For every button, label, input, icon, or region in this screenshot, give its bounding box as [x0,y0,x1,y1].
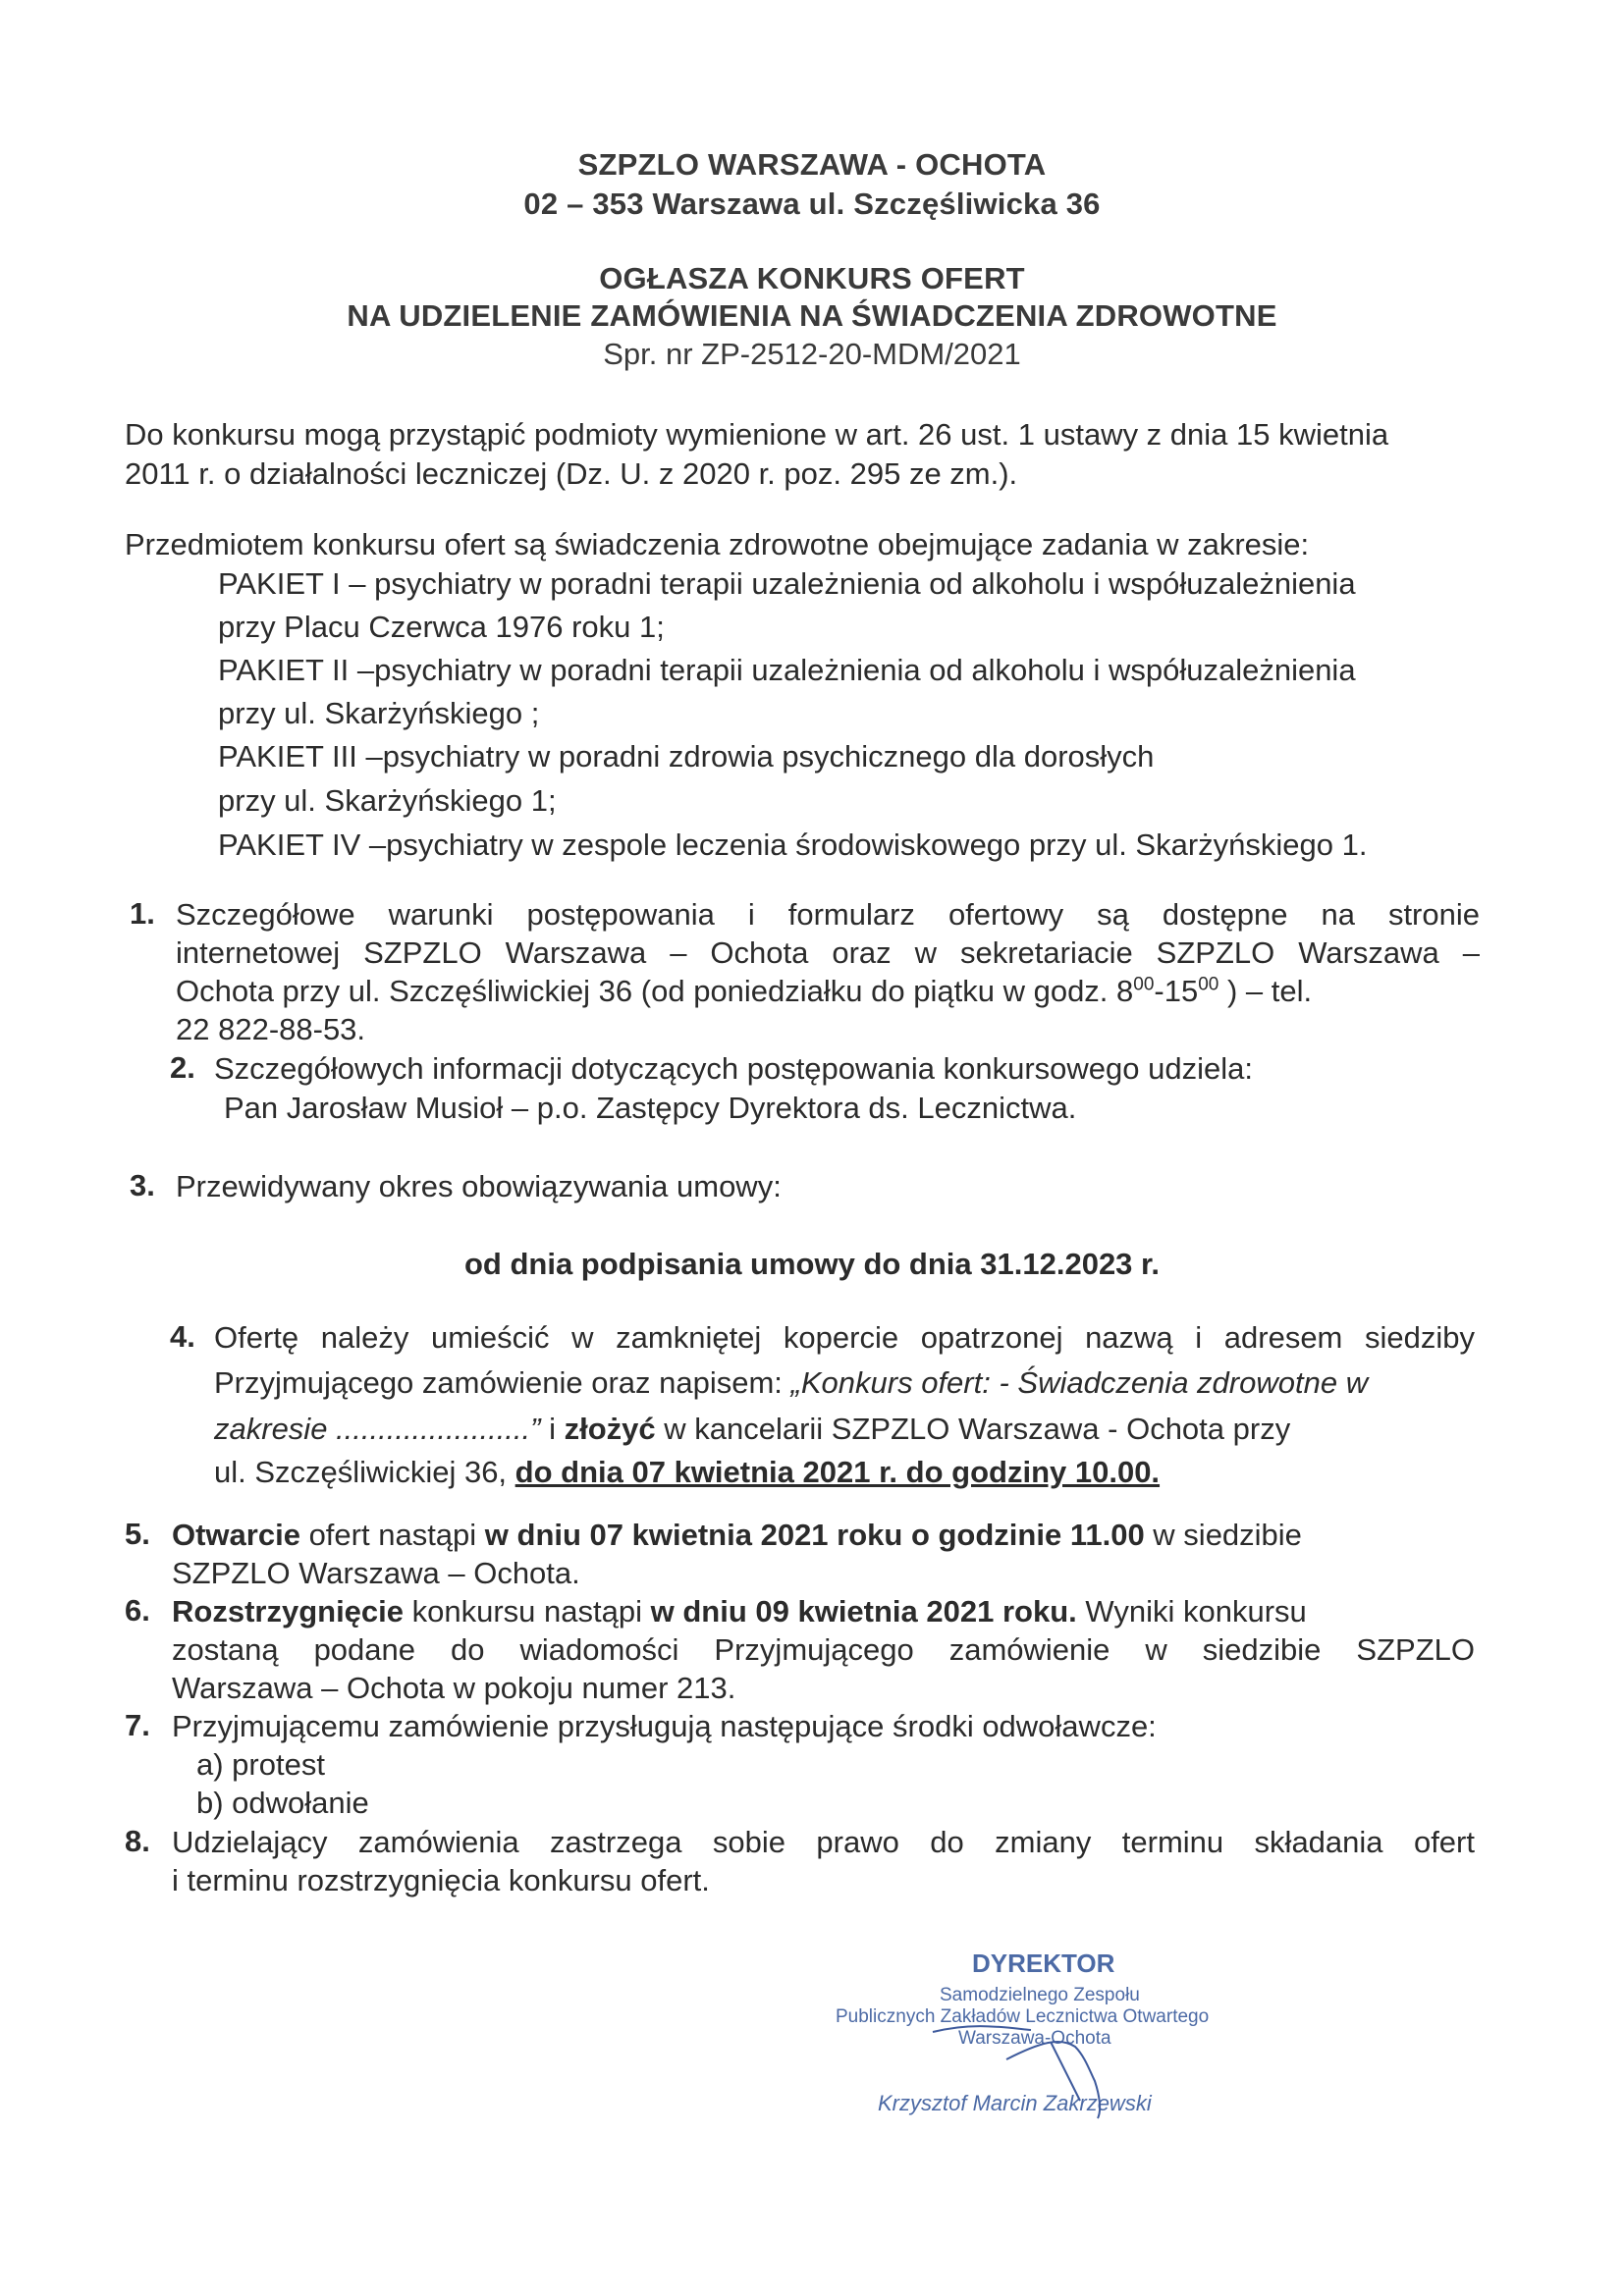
package-1-line: PAKIET I – psychiatry w poradni terapii uzależnienia od alkoholu i współuzależnienia [218,566,1356,601]
item-5-line-2: SZPZLO Warszawa – Ochota. [172,1556,580,1590]
item-6-line-3: Warszawa – Ochota w pokoju numer 213. [172,1671,736,1705]
stamp-name: Krzysztof Marcin Zakrzewski [878,2091,1152,2115]
item-4-number: 4. [170,1319,195,1354]
package-1-location: przy Placu Czerwca 1976 roku 1; [218,610,665,644]
item-6-line-1: Rozstrzygnięcie konkursu nastąpi w dniu 09 kwietnia 2021 roku. Wyniki konkursu [172,1594,1307,1629]
organization-name: SZPZLO WARSZAWA - OCHOTA [577,147,1047,182]
organization-address: 02 – 353 Warszawa ul. Szczęśliwicka 36 [523,187,1101,221]
stamp-line-2: Publicznych Zakładów Lecznictwa Otwartego [836,2006,1210,2027]
item-6-number: 6. [125,1593,150,1628]
intro-line-1: Do konkursu mogą przystąpić podmioty wymienione w art. 26 ust. 1 ustawy z dnia 15 kwietnia [125,417,1389,452]
item-3-number: 3. [130,1168,155,1202]
item-7-option-b: b) odwołanie [196,1786,369,1820]
package-3-location: przy ul. Skarżyńskiego 1; [218,783,557,818]
subject-intro: Przedmiotem konkursu ofert są świadczenia zdrowotne obejmujące zadania w zakresie: [125,527,1310,561]
item-8-number: 8. [125,1824,150,1858]
item-7-line-1: Przyjmującemu zamówienie przysługują następujące środki odwoławcze: [172,1709,1157,1743]
package-4-line: PAKIET IV –psychiatry w zespole leczenia środowiskowego przy ul. Skarżyńskiego 1. [218,828,1368,862]
contract-period: od dnia podpisania umowy do dnia 31.12.2023 r. [463,1247,1161,1281]
item-4-line-2: Przyjmującego zamówienie oraz napisem: „Konkurs ofert: - Świadczenia zdrowotne w [214,1365,1369,1400]
item-8-line-1: Udzielający zamówienia zastrzega sobie prawo do zmiany terminu składania ofert [172,1825,1475,1859]
item-3-line-1: Przewidywany okres obowiązywania umowy: [176,1169,782,1203]
package-2-location: przy ul. Skarżyńskiego ; [218,696,540,730]
item-5-line-1: Otwarcie ofert nastąpi w dniu 07 kwietnia 2021 roku o godzinie 11.00 w siedzibie [172,1518,1302,1552]
item-4-line-1: Ofertę należy umieścić w zamkniętej kopercie opatrzonej nazwą i adresem siedziby [214,1320,1475,1355]
item-1-line-3 [176,973,1480,1009]
handwritten-signature [913,2002,1208,2120]
announcement-subtitle: NA UDZIELENIE ZAMÓWIENIA NA ŚWIADCZENIA ZDROWOTNE [347,298,1277,333]
item-7-option-a: a) protest [196,1747,325,1782]
intro-line-2: 2011 r. o działalności leczniczej (Dz. U. z 2020 r. poz. 295 ze zm.). [125,456,1018,491]
item-8-line-2: i terminu rozstrzygnięcia konkursu ofert. [172,1863,710,1897]
item-1-number: 1. [130,896,155,931]
package-3-line: PAKIET III –psychiatry w poradni zdrowia psychicznego dla dorosłych [218,739,1155,774]
stamp-line-1: Samodzielnego Zespołu [940,1985,1140,2005]
stamp-title: DYREKTOR [972,1949,1115,1978]
stamp-line-3: Warszawa-Ochota [958,2028,1111,2049]
announcement-title: OGŁASZA KONKURS OFERT [599,261,1025,295]
item-4-deadline: ul. Szczęśliwickiej 36, do dnia 07 kwietnia 2021 r. do godziny 10.00. [214,1455,1161,1489]
item-1-line-3-text: Ochota przy ul. Szczęśliwickiej 36 (od poniedziałku do piątku w godz. $8^{00}-15^{00}$ ) – tel. [176,974,1313,1008]
item-2-number: 2. [170,1050,195,1085]
item-6-line-2: zostaną podane do wiadomości Przyjmującego zamówienie w siedzibie SZPZLO [172,1632,1475,1667]
item-2-contact: Pan Jarosław Musioł – p.o. Zastępcy Dyrektora ds. Lecznictwa. [224,1091,1077,1125]
item-5-number: 5. [125,1517,150,1551]
item-1-line-2: internetowej SZPZLO Warszawa – Ochota oraz w sekretariacie SZPZLO Warszawa – [176,935,1480,970]
item-2-line-1: Szczegółowych informacji dotyczących postępowania konkursowego udziela: [214,1051,1253,1086]
package-2-line: PAKIET II –psychiatry w poradni terapii uzależnienia od alkoholu i współuzależnienia [218,653,1356,687]
item-1-phone: 22 822-88-53. [176,1012,366,1046]
reference-number: Spr. nr ZP-2512-20-MDM/2021 [603,337,1021,371]
item-4-line-3: zakresie .......................” i złożyć w kancelarii SZPZLO Warszawa - Ochota przy [214,1412,1291,1446]
item-1-line-1: Szczegółowe warunki postępowania i formularz ofertowy są dostępne na stronie [176,897,1480,932]
item-7-number: 7. [125,1708,150,1742]
